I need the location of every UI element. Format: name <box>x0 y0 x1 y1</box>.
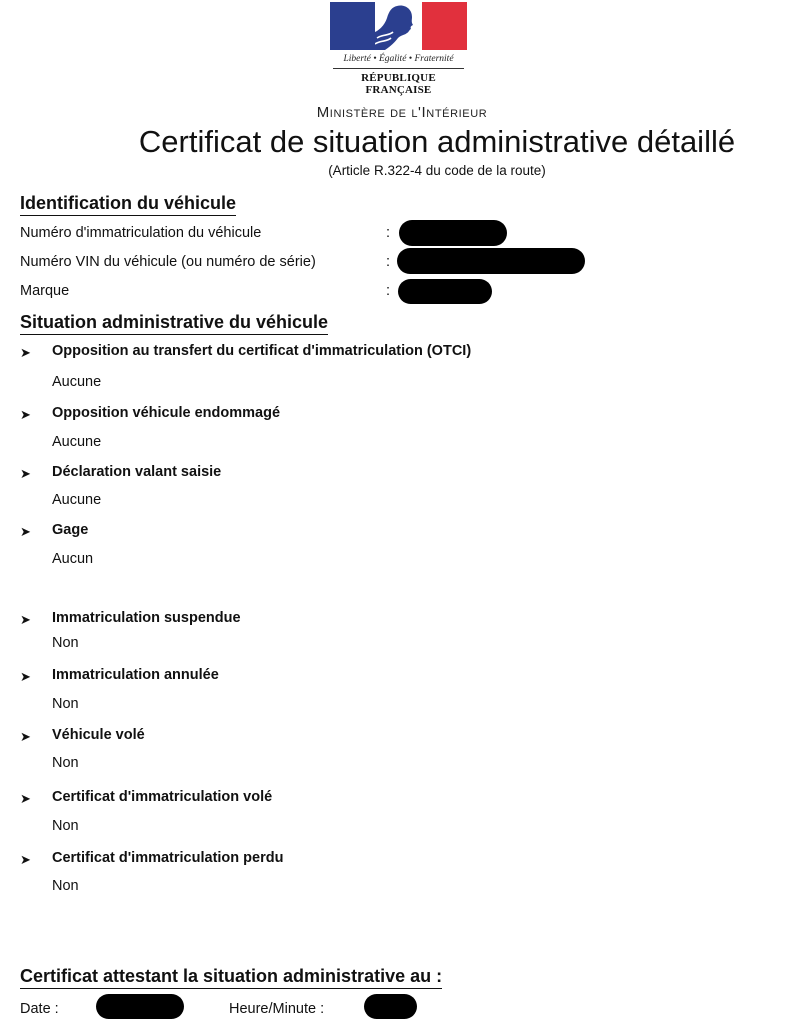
vin-label: Numéro VIN du véhicule (ou numéro de série) <box>20 254 316 270</box>
arrow-bullet-icon: ➤ <box>20 729 31 744</box>
marianne-logo <box>330 2 467 96</box>
item-title-damaged: Opposition véhicule endommagé <box>52 405 281 421</box>
arrow-bullet-icon: ➤ <box>20 345 31 360</box>
date-redaction <box>96 994 184 1019</box>
time-redaction <box>364 994 417 1019</box>
item-value-suspended: Non <box>52 635 79 651</box>
time-label: Heure/Minute : <box>229 1001 325 1017</box>
registration-number-label: Numéro d'immatriculation du véhicule <box>20 225 262 241</box>
logo-republic: RÉPUBLIQUE FRANÇAISE <box>361 72 436 96</box>
item-title-stolen-certificate: Certificat d'immatriculation volé <box>52 789 273 805</box>
item-title-suspended: Immatriculation suspendue <box>52 610 241 626</box>
page-subtitle: (Article R.322-4 du code de la route) <box>328 163 546 178</box>
item-value-damaged: Aucune <box>52 434 102 450</box>
vin-redaction <box>397 248 585 274</box>
item-value-stolen-certificate: Non <box>52 818 79 834</box>
brand-redaction <box>398 279 492 304</box>
item-title-cancelled: Immatriculation annulée <box>52 667 219 683</box>
vin-colon: : <box>386 254 391 270</box>
arrow-bullet-icon: ➤ <box>20 524 31 539</box>
registration-number-redaction <box>399 220 507 246</box>
attestation-heading: Certificat attestant la situation administrative au : <box>20 966 442 989</box>
brand-label: Marque <box>20 283 70 299</box>
arrow-bullet-icon: ➤ <box>20 612 31 627</box>
item-title-seizure: Déclaration valant saisie <box>52 464 222 480</box>
registration-number-colon: : <box>386 225 391 241</box>
arrow-bullet-icon: ➤ <box>20 669 31 684</box>
arrow-bullet-icon: ➤ <box>20 407 31 422</box>
item-value-pledge: Aucun <box>52 551 94 567</box>
identification-heading: Identification du véhicule <box>20 193 236 216</box>
item-title-otci: Opposition au transfert du certificat d'immatriculation (OTCI) <box>52 343 472 359</box>
arrow-bullet-icon: ➤ <box>20 466 31 481</box>
logo-divider <box>333 68 464 69</box>
item-value-otci: Aucune <box>52 374 102 390</box>
arrow-bullet-icon: ➤ <box>20 852 31 867</box>
marianne-profile-icon <box>375 2 422 50</box>
item-value-seizure: Aucune <box>52 492 102 508</box>
brand-colon: : <box>386 283 391 299</box>
item-title-lost-certificate: Certificat d'immatriculation perdu <box>52 850 284 866</box>
date-label: Date : <box>20 1001 59 1017</box>
item-title-pledge: Gage <box>52 522 89 538</box>
arrow-bullet-icon: ➤ <box>20 791 31 806</box>
item-value-stolen-vehicle: Non <box>52 755 79 771</box>
item-title-stolen-vehicle: Véhicule volé <box>52 727 145 743</box>
page-title: Certificat de situation administrative détaillé <box>138 124 736 159</box>
tricolor-flag <box>330 2 467 50</box>
ministry-name: Ministère de l'Intérieur <box>316 104 488 121</box>
item-value-lost-certificate: Non <box>52 878 79 894</box>
situation-heading: Situation administrative du véhicule <box>20 312 328 335</box>
logo-motto: Liberté • Égalité • Fraternité <box>343 54 454 64</box>
item-value-cancelled: Non <box>52 696 79 712</box>
